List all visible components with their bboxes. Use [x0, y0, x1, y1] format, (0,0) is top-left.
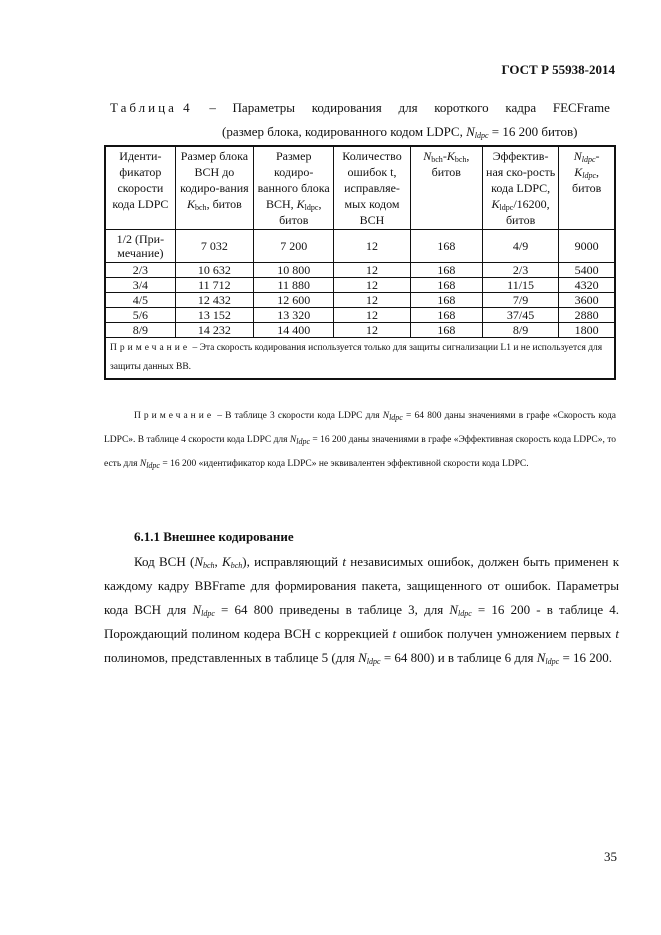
cell-diff: 168 [410, 278, 482, 293]
cell-kbch: 12 432 [175, 293, 253, 308]
caption-word: кадра [505, 100, 537, 115]
cell-ndiff: 2880 [559, 308, 615, 323]
caption-word: короткого [434, 100, 489, 115]
cell-diff: 168 [410, 293, 482, 308]
section-heading: 6.1.1 Внешнее кодирование [134, 529, 294, 544]
cell-diff: 168 [410, 323, 482, 338]
caption-line-2: (размер блока, кодированного кодом LDPC, $N_{ldpc} = 16$ 200 битов) [222, 124, 578, 140]
cell-t: 12 [334, 323, 410, 338]
cell-code-rate-id: 1/2 (При-мечание) [105, 230, 175, 263]
cell-code-rate-id: 2/3 [105, 263, 175, 278]
table-header-row [105, 146, 615, 230]
cell-t: 12 [334, 263, 410, 278]
cell-effective-rate: 8/9 [482, 323, 558, 338]
cell-t: 12 [334, 230, 410, 263]
header-error-count: Количество ошибок t, исправляе-мых кодом ВСН [334, 146, 410, 230]
table-row [105, 308, 615, 323]
header-code-rate-id: Иденти-фикатор скорости кода LDPC [105, 146, 175, 230]
cell-effective-rate: 11/15 [482, 278, 558, 293]
cell-ndiff: 3600 [559, 293, 615, 308]
caption-word: Параметры [232, 100, 296, 115]
cell-ndiff: 5400 [559, 263, 615, 278]
cell-t: 12 [334, 308, 410, 323]
cell-code-rate-id: 8/9 [105, 323, 175, 338]
cell-ndiff: 9000 [559, 230, 615, 263]
cell-effective-rate: 7/9 [482, 293, 558, 308]
caption-dash: – [209, 100, 216, 115]
cell-kbch: 11 712 [175, 278, 253, 293]
cell-kbch: 14 232 [175, 323, 253, 338]
cell-code-rate-id: 3/4 [105, 278, 175, 293]
cell-kldpc: 13 320 [254, 308, 334, 323]
cell-kldpc: 11 880 [254, 278, 334, 293]
table-row [105, 293, 615, 308]
table-row [105, 230, 615, 263]
cell-diff: 168 [410, 308, 482, 323]
cell-t: 12 [334, 293, 410, 308]
cell-diff: 168 [410, 263, 482, 278]
table-caption [110, 96, 610, 144]
table-note-row [105, 338, 615, 380]
header-nldpc-minus-kldpc: $N_{ldpc}-$ $K_{ldpc}$, битов [559, 146, 615, 230]
cell-effective-rate: 37/45 [482, 308, 558, 323]
header-coded-bch-block-size: Размер кодиро-ванного блока ВСН, $K_{ldpc}$, битов [254, 146, 334, 230]
cell-kldpc: 10 800 [254, 263, 334, 278]
cell-kbch: 13 152 [175, 308, 253, 323]
body-paragraph: Код ВСН ($N_{bch}$, $K_{bch}$), исправляющий t независимых ошибок, должен быть применен к каждому кадру BBFrame для формирования пакета, защищенного от ошибок. Параметры кода ВСН для $N_{ldpc} = 64$ 800 приведены в таблице 3, для $N_{ldpc} = 16$ 200 - в таблице 4. Порождающий полином кодера ВСН с коррекцией t ошибок получен умножением первых t полиномов, представленных в таблице 5 (для $N_{ldpc} = 64$ 800) и в таблице 6 для $N_{ldpc} = 16$ 200. [104, 554, 620, 666]
table-note: Примечание – Эта скорость кодирования используется только для защиты сигнализации L1 и не используется для защиты данных ВВ. [105, 338, 615, 380]
table-row [105, 323, 615, 338]
ldpc-parameters-table [104, 145, 616, 380]
caption-label: Таблица 4 [110, 100, 193, 115]
note-paragraph: Примечание – В таблице 3 скорости кода LDPC для $N_{ldpc} = 64$ 800 даны значениями в графе «Скорость кода LDPC». В таблице 4 скорости кода LDPC для $N_{ldpc} = 16$ 200 даны значениями в графе «Эффективная скорость кода LDPC», то есть для $N_{ldpc} = 16$ 200 «идентификатор кода LDPC» не эквивалентен эффективной скорости кода LDPC. [104, 411, 617, 470]
cell-code-rate-id: 4/5 [105, 293, 175, 308]
caption-word: для [398, 100, 418, 115]
cell-effective-rate: 4/9 [482, 230, 558, 263]
table-row [105, 263, 615, 278]
header-effective-code-rate: Эффектив-ная ско-рость кода LDPC, $K_{ldpc}/16200$, битов [482, 146, 558, 230]
cell-ndiff: 1800 [559, 323, 615, 338]
cell-ndiff: 4320 [559, 278, 615, 293]
table-row [105, 278, 615, 293]
cell-kldpc: 7 200 [254, 230, 334, 263]
cell-effective-rate: 2/3 [482, 263, 558, 278]
cell-diff: 168 [410, 230, 482, 263]
cell-kldpc: 14 400 [254, 323, 334, 338]
header-bch-block-size: Размер блока ВСН до кодиро-вания $K_{bch}$, битов [175, 146, 253, 230]
cell-kldpc: 12 600 [254, 293, 334, 308]
caption-word: кодирования [311, 100, 382, 115]
cell-kbch: 10 632 [175, 263, 253, 278]
caption-word: FECFrame [552, 100, 610, 115]
cell-t: 12 [334, 278, 410, 293]
cell-kbch: 7 032 [175, 230, 253, 263]
document-code: ГОСТ Р 55938-2014 [501, 62, 615, 77]
header-nbch-minus-kbch: $N_{bch}-K_{bch}$, битов [410, 146, 482, 230]
cell-code-rate-id: 5/6 [105, 308, 175, 323]
page-number: 35 [604, 849, 617, 864]
